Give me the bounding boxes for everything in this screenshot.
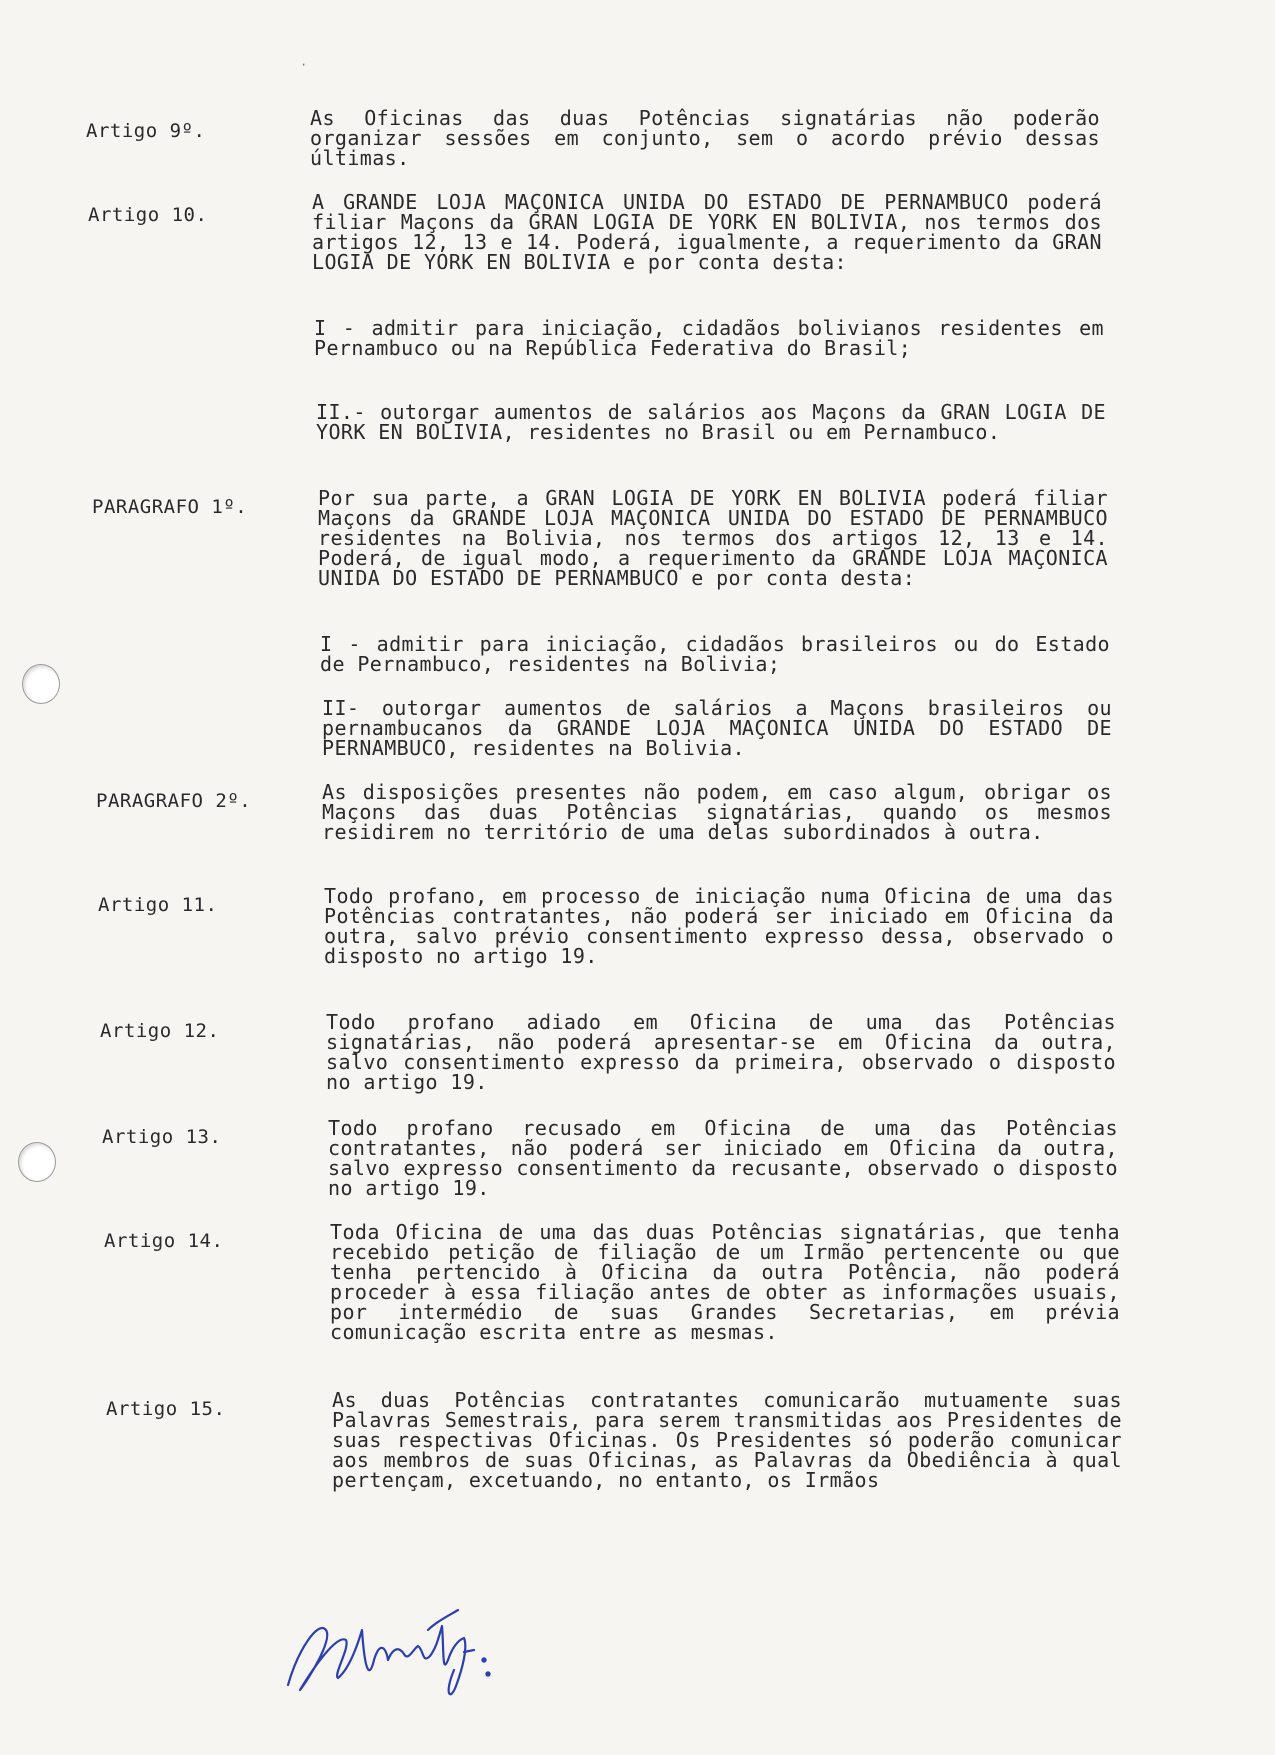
article-paragraph: Toda Oficina de uma das duas Potências signatárias, que tenha recebido petição de filiação de um Irmão pertencente ou que tenha pertencido à Oficina da outra Potência, não poderá proceder à essa filiação antes de obter as informações usuais, por intermédio de suas Grandes Secretarias, em prévia comunicação escrita entre as mesmas. [330, 1220, 1120, 1344]
article-label: Artigo 15. [106, 1398, 226, 1420]
signature-dot [482, 1658, 485, 1661]
article-text [312, 192, 1102, 272]
article-text [330, 1222, 1120, 1342]
article-label: Artigo 13. [102, 1126, 222, 1148]
article-paragraph: Todo profano, em processo de iniciação numa Oficina de uma das Potências contratantes, não poderá ser iniciado em Oficina da outra, salvo prévio consentimento expresso dessa, observado o disposto no artigo 19. [324, 884, 1114, 968]
article-label: PARAGRAFO 1º. [92, 496, 248, 518]
article-text [332, 1390, 1122, 1490]
article-label: Artigo 10. [88, 204, 208, 226]
article-text [328, 1118, 1118, 1198]
article-paragraph: A GRANDE LOJA MAÇONICA UNIDA DO ESTADO DE PERNAMBUCO poderá filiar Maçons da GRAN LOGIA DE YORK EN BOLIVIA, nos termos dos artigos 12, 13 e 14. Poderá, igualmente, a requerimento da GRAN LOGIA DE YORK EN BOLIVIA e por conta desta: [312, 190, 1102, 274]
article-label: Artigo 9º. [86, 120, 206, 142]
article-paragraph: As duas Potências contratantes comunicarão mutuamente suas Palavras Semestrais, para serem transmitidas aos Presidentes de suas respectivas Oficinas. Os Presidentes só poderão comunicar aos membros de suas Oficinas, as Palavras da Obediência à qual pertençam, excetuando, no entanto, os Irmãos [332, 1388, 1122, 1492]
article-text [322, 782, 1112, 842]
signature-strokes [288, 1610, 490, 1694]
article-paragraph: Todo profano recusado em Oficina de uma das Potências contratantes, não poderá ser iniciado em Oficina da outra, salvo expresso consentimento da recusante, observado o disposto no artigo 19. [328, 1116, 1118, 1200]
signature-main-stroke [288, 1626, 465, 1694]
article-paragraph: Por sua parte, a GRAN LOGIA DE YORK EN BOLIVIA poderá filiar Maçons da GRANDE LOJA MAÇONICA UNIDA DO ESTADO DE PERNAMBUCO residentes na Bolivia, nos termos dos artigos 12, 13 e 14. Poderá, de igual modo, a requerimento da GRANDE LOJA MAÇONICA UNIDA DO ESTADO DE PERNAMBUCO e por conta desta: [318, 486, 1108, 590]
article-item [314, 318, 1104, 358]
article-label: Artigo 11. [98, 894, 218, 916]
article-text [310, 108, 1100, 168]
punch-hole [22, 664, 60, 704]
item-text: II- outorgar aumentos de salários a Maçons brasileiros ou pernambucanos da GRANDE LOJA MAÇONICA UNIDA DO ESTADO DE PERNAMBUCO, residentes na Bolivia. [322, 696, 1112, 760]
article-text [318, 488, 1108, 588]
article-text [326, 1012, 1116, 1092]
item-text: I - admitir para iniciação, cidadãos bolivianos residentes em Pernambuco ou na República Federativa do Brasil; [314, 316, 1104, 360]
item-text: II.- outorgar aumentos de salários aos Maçons da GRAN LOGIA DE YORK EN BOLIVIA, residentes no Brasil ou em Pernambuco. [316, 400, 1106, 444]
article-item [322, 698, 1112, 758]
article-label: PARAGRAFO 2º. [96, 790, 252, 812]
article-label: Artigo 14. [104, 1230, 224, 1252]
signature-dot [486, 1672, 489, 1675]
article-item [320, 634, 1110, 674]
article-text [324, 886, 1114, 966]
article-paragraph: As Oficinas das duas Potências signatárias não poderão organizar sessões em conjunto, sem o acordo prévio dessas últimas. [310, 106, 1100, 170]
article-item [316, 402, 1106, 442]
article-paragraph: Todo profano adiado em Oficina de uma das Potências signatárias, não poderá apresentar-se em Oficina da outra, salvo consentimento expresso da primeira, observado o disposto no artigo 19. [326, 1010, 1116, 1094]
item-text: I - admitir para iniciação, cidadãos brasileiros ou do Estado de Pernambuco, residentes na Bolivia; [320, 632, 1110, 676]
article-label: Artigo 12. [100, 1020, 220, 1042]
article-paragraph: As disposições presentes não podem, em caso algum, obrigar os Maçons das duas Potências signatárias, quando os mesmos residirem no território de uma delas subordinados à outra. [322, 780, 1112, 844]
paper-mark: · [300, 58, 308, 72]
punch-hole [18, 1142, 56, 1182]
handwritten-signature-icon [278, 1590, 518, 1710]
